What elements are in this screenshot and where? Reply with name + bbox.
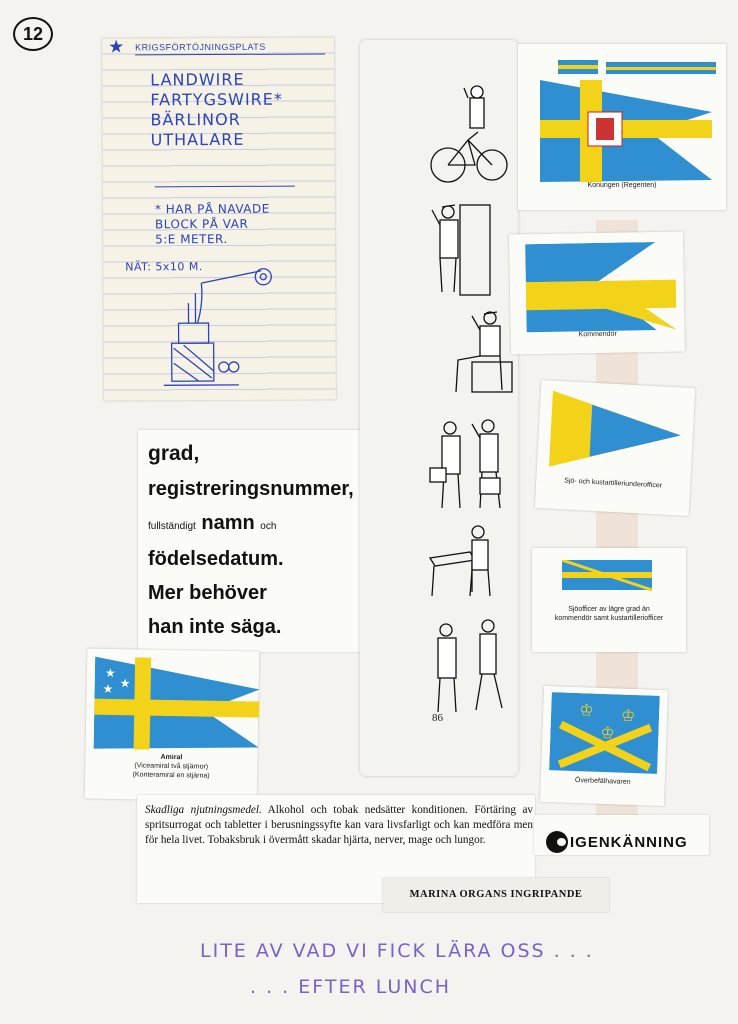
figure-strip xyxy=(360,40,518,776)
kommendor-pennant xyxy=(525,242,677,335)
headline-line: grad, xyxy=(148,442,200,465)
igenkanning-label xyxy=(534,815,709,855)
list-item: LANDWIRE xyxy=(150,69,245,90)
handwritten-notepad xyxy=(102,37,336,400)
star-icon: ★ xyxy=(108,36,125,58)
notepad-heading: KRIGSFÖRTÖJNINGSPLATS xyxy=(135,41,266,53)
flag-caption: kommendör samt kustartilleriofficer xyxy=(554,615,664,622)
admiral-flag xyxy=(93,657,260,760)
winch-sketch xyxy=(143,263,284,394)
flag-card-overbefal xyxy=(540,686,668,806)
note-line: * HAR PÅ NAVADE xyxy=(154,201,270,217)
page-number: 12 xyxy=(13,17,53,51)
clipping-paragraph xyxy=(145,803,533,848)
notepad-note xyxy=(155,202,270,248)
flag-card-sjoofficer xyxy=(532,548,686,652)
igenkanning-text: IGENKÄNNING xyxy=(570,834,688,851)
svg-text:★: ★ xyxy=(102,681,114,696)
flag-caption: Kommendör xyxy=(578,330,617,339)
headline-line: han inte säga. xyxy=(148,616,282,638)
headline-line: Mer behöver xyxy=(148,582,267,604)
marina-label: MARINA ORGANS INGRIPANDE xyxy=(383,878,609,912)
underline xyxy=(135,53,325,55)
flag-card-amiral xyxy=(85,649,260,802)
headline-line: registreringsnummer, xyxy=(148,478,354,500)
footer-line-2: . . . EFTER LUNCH xyxy=(250,976,452,998)
footer-line-1: LITE AV VAD VI FICK LÄRA OSS . . . xyxy=(200,940,594,962)
headline-small: fullständigt xyxy=(148,521,196,532)
underofficer-pennant xyxy=(549,391,693,478)
headline-clipping xyxy=(138,430,385,652)
note-line: 5:E METER. xyxy=(155,231,228,247)
strip-page-number: 86 xyxy=(432,712,443,724)
flag-caption: Sjö- och kustartilleriunderofficer xyxy=(564,477,663,490)
headline-word: namn xyxy=(201,512,255,534)
clipping-text: Alkohol och tobak nedsätter konditionen. Förtäring av spritsurrogat och tabletter i berusningssyfte kan vara livsfarligt och kan medföra men för hela livet. Tobaksbruk i övermått skadar hjärta, nerver, mage och lungor. xyxy=(145,804,533,846)
net-label: NÄT: 5x10 M. xyxy=(125,260,203,274)
flag-caption: Sjöofficer av lägre grad än xyxy=(568,606,650,613)
svg-text:♔: ♔ xyxy=(578,700,594,720)
flag-caption: (Viceamiral två stjärnor) xyxy=(134,762,209,771)
supreme-commander-flag xyxy=(549,692,660,776)
flag-caption: Amiral xyxy=(160,753,183,762)
divider xyxy=(155,186,295,188)
flag-caption: Konungen (Regenten) xyxy=(587,182,657,189)
clipping-italic: Skadliga njutningsmedel. xyxy=(145,804,262,816)
headline-line xyxy=(148,512,276,535)
flag-card-konungen xyxy=(518,44,726,210)
kings-flag xyxy=(540,52,720,192)
dot-icon xyxy=(546,831,568,853)
flag-card-kommendor xyxy=(509,231,685,354)
svg-text:★: ★ xyxy=(104,665,116,681)
list-item: UTHALARE xyxy=(150,129,245,150)
list-item: FARTYGSWIRE* xyxy=(150,89,283,110)
svg-text:♔: ♔ xyxy=(620,705,636,726)
svg-text:★: ★ xyxy=(119,676,131,691)
note-line: BLOCK PÅ VAR xyxy=(154,216,249,232)
flag-card-underofficer xyxy=(535,380,695,516)
list-item: BÄRLINOR xyxy=(150,109,241,130)
flag-caption: Överbefälhavaren xyxy=(574,777,631,786)
flag-caption: (Konteramiral en stjärna) xyxy=(132,771,210,780)
svg-text:♔: ♔ xyxy=(600,722,616,743)
saluting-figures-illustration xyxy=(360,40,518,720)
notepad-list xyxy=(150,70,283,151)
headline-small: och xyxy=(260,521,277,532)
headline-line: födelsedatum. xyxy=(148,548,284,570)
sjoofficer-pennant xyxy=(562,560,682,600)
